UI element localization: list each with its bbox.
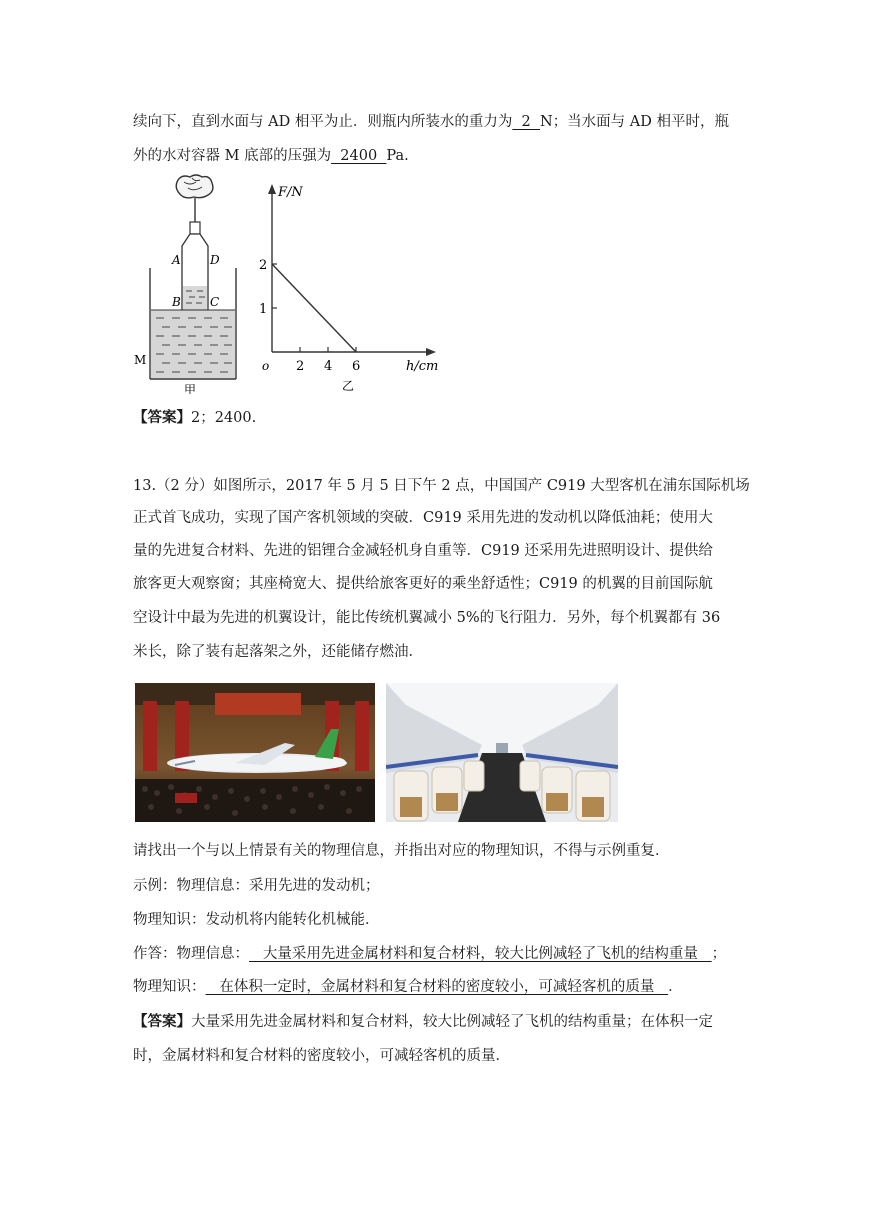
label-a: A — [172, 253, 181, 267]
q13-answer-knowledge-line — [133, 977, 683, 997]
x-tick-label: 2 — [296, 359, 305, 374]
answer12 — [133, 408, 256, 428]
y-axis-arrow — [268, 184, 276, 194]
answer-knowledge-end: ． — [668, 979, 683, 995]
q12-text-c: 外的水对容器 M 底部的压强为 — [133, 148, 332, 164]
answer-knowledge-label: 物理知识： — [133, 979, 206, 995]
answer-info-blank: 大量采用先进金属材料和复合材料，较大比例减轻了飞机的结构重量 — [249, 946, 712, 962]
x-axis-arrow — [426, 348, 436, 356]
x-tick-label: 4 — [324, 359, 333, 374]
label-b: B — [172, 295, 181, 309]
q13-prompt: 请找出一个与以上情景有关的物理信息，并指出对应的物理知识，不得与示例重复． — [133, 843, 670, 859]
q12-line2 — [133, 146, 409, 166]
answer-info-end: ； — [711, 946, 727, 962]
q13-example-knowledge: 物理知识：发动机将内能转化机械能． — [133, 912, 380, 928]
answer-tag: 【答案】 — [133, 409, 191, 426]
bottle — [182, 222, 208, 310]
q12-blank-pressure: 2400 — [331, 148, 387, 164]
label-yi: 乙 — [342, 379, 355, 393]
q12-text-d: Pa. — [386, 148, 409, 164]
answer-info-label: 作答：物理信息： — [133, 946, 249, 962]
answer-knowledge-blank: 在体积一定时，金属材料和复合材料的密度较小，可减轻客机的质量 — [205, 979, 669, 995]
aircraft-photo — [135, 683, 375, 822]
y-tick-label: 2 — [259, 258, 268, 273]
q12-text-a: 续向下，直到水面与 AD 相平为止．则瓶内所装水的重力为 — [133, 114, 513, 130]
q13-line-4: 旅客更大观察窗；其座椅宽大、提供给旅客更好的乘坐舒适性；C919 的机翼的目前国际航 — [133, 576, 713, 592]
label-d: D — [210, 253, 220, 267]
q13-line-6: 米长，除了装有起落架之外，还能储存燃油． — [133, 644, 423, 660]
y-tick-label: 1 — [259, 302, 268, 317]
q13-answer-info-line — [133, 944, 726, 964]
x-axis-label: h/cm — [406, 359, 439, 374]
label-m: M — [134, 353, 147, 367]
label-c: C — [210, 295, 220, 309]
hand-icon — [176, 175, 213, 198]
answer13-text-1: 大量采用先进金属材料和复合材料，较大比例减轻了飞机的结构重量；在体积一定 — [191, 1014, 713, 1030]
label-jia: 甲 — [184, 383, 197, 394]
answer13-line1 — [133, 1012, 713, 1032]
q13-line-5: 空设计中最为先进的机翼设计，能比传统机翼减小 5%的飞行阻力．另外，每个机翼都有 36 — [133, 610, 721, 626]
origin-label: o — [262, 359, 270, 373]
q13-example-info: 示例：物理信息：采用先进的发动机； — [133, 878, 380, 894]
q13-line-3: 量的先进复合材料、先进的铝锂合金减轻机身自重等．C919 还采用先进照明设计、提供给 — [133, 543, 713, 559]
q13-line-1: 13.（2 分）如图所示，2017 年 5 月 5 日下午 2 点，中国国产 C919 大型客机在浦东国际机场 — [133, 478, 750, 494]
series-line — [272, 264, 356, 352]
x-tick-label: 6 — [352, 359, 361, 374]
answer13-tag: 【答案】 — [133, 1013, 191, 1030]
q12-text-b: N；当水面与 AD 相平时，瓶 — [540, 114, 730, 130]
figure-yi-chart — [256, 176, 452, 394]
q12-blank-weight: 2 — [512, 114, 540, 130]
answer12-text: 2；2400. — [191, 410, 257, 426]
y-axis-label: F/N — [278, 185, 303, 200]
figure-jia — [132, 172, 262, 394]
answer13-line2: 时，金属材料和复合材料的密度较小，可减轻客机的质量． — [133, 1048, 510, 1064]
q13-line-2: 正式首飞成功，实现了国产客机领域的突破．C919 采用先进的发动机以降低油耗；使用大 — [133, 510, 713, 526]
cabin-photo — [386, 683, 618, 822]
q12-line1 — [133, 112, 729, 132]
chart-axes — [268, 184, 436, 356]
